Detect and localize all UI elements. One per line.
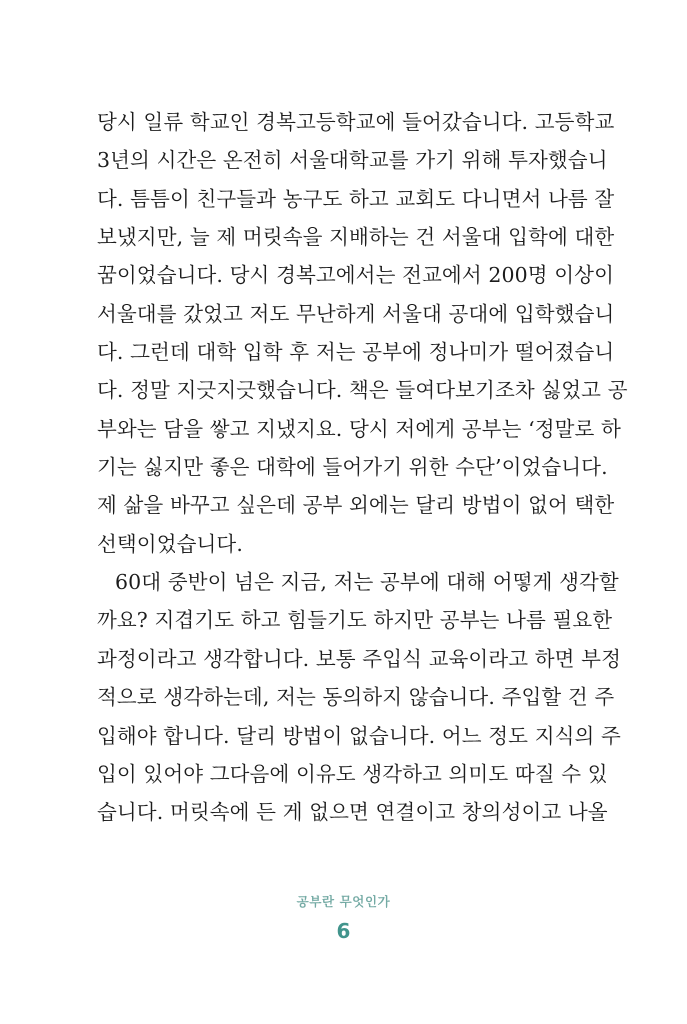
page-footer xyxy=(0,893,687,943)
text-line: 습니다. 머릿속에 든 게 없으면 연결이고 창의성이고 나올 xyxy=(97,800,608,825)
text-line: 적으로 생각하는데, 저는 동의하지 않습니다. 주입할 건 주 xyxy=(97,685,615,710)
body-paragraph-2 xyxy=(97,563,621,831)
text-line: 입이 있어야 그다음에 이유도 생각하고 의미도 따질 수 있 xyxy=(97,761,608,786)
running-title: 공부란 무엇인가 xyxy=(296,894,391,909)
text-line: 꿈이었습니다. 당시 경복고에서는 전교에서 200명 이상이 xyxy=(97,263,614,288)
page-text-column xyxy=(97,103,628,832)
text-line: 다. 틈틈이 친구들과 농구도 하고 교회도 다니면서 나름 잘 xyxy=(97,186,615,211)
text-line: 제 삶을 바꾸고 싶은데 공부 외에는 달리 방법이 없어 택한 xyxy=(97,493,615,518)
text-line: 기는 싫지만 좋은 대학에 들어가기 위한 수단’이었습니다. xyxy=(97,455,608,480)
body-paragraph-1 xyxy=(97,103,628,563)
text-line: 다. 그런데 대학 입학 후 저는 공부에 정나미가 떨어졌습니 xyxy=(97,340,615,365)
text-line: 60대 중반이 넘은 지금, 저는 공부에 대해 어떻게 생각할 xyxy=(115,570,619,595)
text-line: 까요? 지겹기도 하고 힘들기도 하지만 공부는 나름 필요한 xyxy=(97,608,613,633)
text-line: 입해야 합니다. 달리 방법이 없습니다. 어느 정도 지식의 주 xyxy=(97,723,621,748)
text-line: 당시 일류 학교인 경복고등학교에 들어갔습니다. 고등학교 xyxy=(97,110,615,134)
text-line: 보냈지만, 늘 제 머릿속을 지배하는 건 서울대 입학에 대한 xyxy=(97,225,615,250)
text-line: 서울대를 갔었고 저도 무난하게 서울대 공대에 입학했습니 xyxy=(97,301,615,326)
text-line: 부와는 담을 쌓고 지냈지요. 당시 저에게 공부는 ‘정말로 하 xyxy=(97,416,621,441)
text-line: 과정이라고 생각합니다. 보통 주입식 교육이라고 하면 부정 xyxy=(97,646,621,671)
text-line: 다. 정말 지긋지긋했습니다. 책은 들여다보기조차 싫었고 공 xyxy=(97,378,628,403)
text-line: 3년의 시간은 온전히 서울대학교를 가기 위해 투자했습니 xyxy=(97,148,608,173)
page-number: 6 xyxy=(336,919,351,943)
text-line: 선택이었습니다. xyxy=(97,531,243,556)
